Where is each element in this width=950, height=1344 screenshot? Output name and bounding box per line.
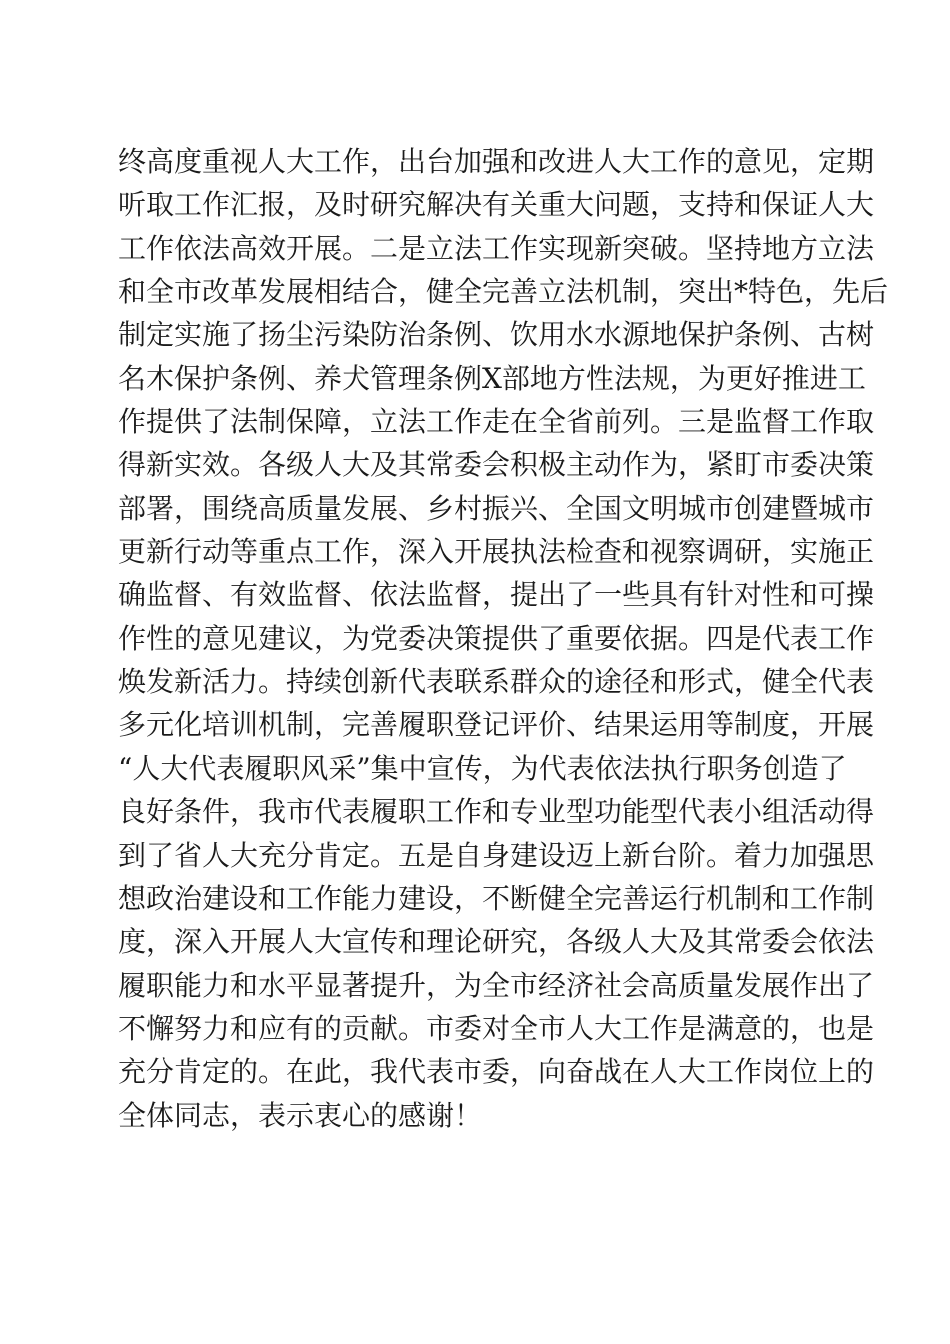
text-line: 焕发新活力。持续创新代表联系群众的途径和形式，健全代表 — [118, 665, 875, 699]
text-line: 作提供了法制保障，立法工作走在全省前列。三是监督工作取 — [118, 405, 875, 439]
text-line: 不懈努力和应有的贡献。市委对全市人大工作是满意的，也是 — [118, 1011, 875, 1045]
text-line: 确监督、有效监督、依法监督，提出了一些具有针对性和可操 — [118, 578, 875, 612]
text-line: 度，深入开展人大宣传和理论研究，各级人大及其常委会依法 — [118, 925, 875, 959]
text-line: 得新实效。各级人大及其常委会积极主动作为，紧盯市委决策 — [118, 448, 875, 482]
text-line: 和全市改革发展相结合，健全完善立法机制，突出*特色，先后 — [118, 275, 889, 309]
text-line: 部署，围绕高质量发展、乡村振兴、全国文明城市创建暨城市 — [118, 491, 875, 525]
text-line: 作性的意见建议，为党委决策提供了重要依据。四是代表工作 — [118, 621, 875, 655]
text-line: 听取工作汇报，及时研究解决有关重大问题，支持和保证人大 — [118, 188, 875, 222]
text-line: 良好条件，我市代表履职工作和专业型功能型代表小组活动得 — [118, 795, 875, 829]
text-line: 全体同志，表示衷心的感谢！ — [118, 1098, 483, 1132]
body-paragraph — [118, 140, 889, 1137]
text-line: 多元化培训机制，完善履职登记评价、结果运用等制度，开展 — [118, 708, 875, 742]
text-line: 更新行动等重点工作，深入开展执法检查和视察调研，实施正 — [118, 535, 875, 569]
text-line: 工作依法高效开展。二是立法工作实现新突破。坚持地方立法 — [118, 231, 875, 265]
text-line: “人大代表履职风采”集中宣传，为代表依法执行职务创造了 — [118, 751, 847, 785]
text-line: 终高度重视人大工作，出台加强和改进人大工作的意见，定期 — [118, 145, 875, 178]
text-line: 履职能力和水平显著提升，为全市经济社会高质量发展作出了 — [118, 968, 875, 1002]
text-line: 制定实施了扬尘污染防治条例、饮用水水源地保护条例、古树 — [118, 318, 875, 352]
text-line: 想政治建设和工作能力建设，不断健全完善运行机制和工作制 — [118, 881, 875, 915]
text-line: 到了省人大充分肯定。五是自身建设迈上新台阶。着力加强思 — [118, 838, 875, 872]
text-line: 名木保护条例、养犬管理条例X部地方性法规，为更好推进工 — [118, 361, 866, 395]
text-line: 充分肯定的。在此，我代表市委，向奋战在人大工作岗位上的 — [118, 1055, 875, 1089]
